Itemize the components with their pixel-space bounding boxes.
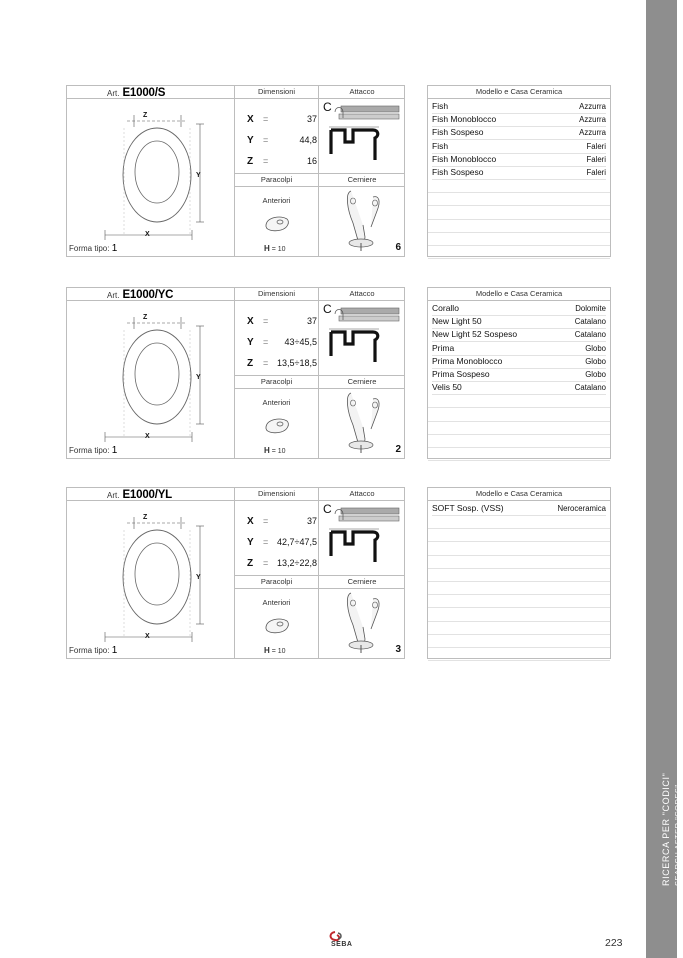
dimension-row: X = 37 <box>247 316 317 327</box>
model-table <box>427 287 611 459</box>
model-name: Prima Monoblocco <box>432 355 503 366</box>
model-row <box>432 153 606 167</box>
seat-shape-drawing <box>97 512 227 642</box>
dim-label-y: Y <box>196 172 201 179</box>
model-name: Corallo <box>432 303 459 313</box>
h-value: H = 10 <box>264 646 286 655</box>
model-row <box>432 502 606 516</box>
empty-row-line <box>428 434 610 435</box>
model-name: Fish Monoblocco <box>432 153 497 164</box>
dim-label-x: X <box>145 633 150 640</box>
empty-row-line <box>428 447 610 448</box>
h-value: H = 10 <box>264 244 286 253</box>
card-divider <box>234 173 404 174</box>
attacco-drawing <box>329 304 405 368</box>
bumper-icon <box>263 212 291 234</box>
model-table <box>427 487 611 659</box>
model-name: Fish <box>432 140 449 151</box>
model-row <box>432 381 606 395</box>
cerniere-hinge-icon <box>329 391 405 457</box>
dimension-row: Y = 44,8 <box>247 135 317 146</box>
paracolpi-anteriori: Anteriori <box>262 196 291 205</box>
empty-row-line <box>428 660 610 661</box>
empty-row-line <box>428 541 610 542</box>
header-cerniere: Cerniere <box>347 175 377 184</box>
model-brand: Globo <box>585 343 606 353</box>
page-number: 223 <box>605 937 623 949</box>
model-name: Prima Sospeso <box>432 369 490 379</box>
header-dimensioni: Dimensioni <box>257 489 296 498</box>
model-row <box>432 126 606 140</box>
empty-row-line <box>428 245 610 246</box>
paracolpi-anteriori: Anteriori <box>262 398 291 407</box>
model-brand: Catalano <box>574 383 606 393</box>
header-cerniere: Cerniere <box>347 377 377 386</box>
model-name: New Light 50 <box>432 316 482 327</box>
empty-row-line <box>428 607 610 608</box>
card-divider <box>234 588 404 589</box>
product-card <box>66 287 405 459</box>
model-row <box>432 166 606 180</box>
card-divider <box>234 388 404 389</box>
model-row <box>432 315 606 329</box>
card-divider <box>234 288 235 458</box>
empty-row-line <box>428 581 610 582</box>
forma-tipo: Forma tipo: 1 <box>69 645 118 656</box>
seat-shape-drawing <box>97 110 227 240</box>
card-divider <box>234 575 404 576</box>
forma-tipo: Forma tipo: 1 <box>69 445 118 456</box>
dimension-row: Z = 13,2÷22,8 <box>247 558 317 569</box>
header-dimensioni: Dimensioni <box>257 289 296 298</box>
dimension-row: Y = 43÷45,5 <box>247 337 317 348</box>
sidebar-label <box>661 773 683 886</box>
empty-row-line <box>428 594 610 595</box>
article-code: Art. E1000/YC <box>107 289 174 301</box>
model-table-header: Modello e Casa Ceramica <box>428 86 610 99</box>
empty-row-line <box>428 568 610 569</box>
attacco-letter: C <box>323 100 332 114</box>
model-brand: Faleri <box>586 168 606 177</box>
model-table-header: Modello e Casa Ceramica <box>428 488 610 501</box>
dimension-row: X = 37 <box>247 114 317 125</box>
cerniere-hinge-icon <box>329 591 405 657</box>
header-cerniere: Cerniere <box>347 577 377 586</box>
model-brand: Catalano <box>574 330 606 340</box>
empty-row-line <box>428 258 610 259</box>
model-name: Fish Sospeso <box>432 167 484 177</box>
model-row <box>432 342 606 356</box>
empty-row-line <box>428 205 610 206</box>
model-row <box>432 140 606 154</box>
dimension-row: X = 37 <box>247 516 317 527</box>
sidebar-label-en: SEARCH AFTER "CODES" <box>673 784 682 886</box>
model-name: Prima <box>432 342 455 353</box>
model-name: Fish <box>432 101 449 111</box>
model-brand: Globo <box>585 370 606 379</box>
seat-shape-drawing <box>97 312 227 442</box>
empty-row-line <box>428 528 610 529</box>
header-attacco: Attacco <box>349 489 375 498</box>
header-dimensioni: Dimensioni <box>257 87 296 96</box>
empty-row-line <box>428 555 610 556</box>
empty-row-line <box>428 192 610 193</box>
sidebar-label-it: RICERCA PER "CODICI" <box>661 772 671 886</box>
empty-row-line <box>428 634 610 635</box>
card-divider <box>318 86 319 256</box>
model-name: SOFT Sosp. (VSS) <box>432 503 504 513</box>
product-card <box>66 487 405 659</box>
logo-text: SEBA <box>331 941 353 948</box>
dim-label-z: Z <box>143 314 148 321</box>
model-brand: Faleri <box>586 141 606 151</box>
header-attacco: Attacco <box>349 87 375 96</box>
dim-label-x: X <box>145 433 150 440</box>
card-divider <box>318 288 319 458</box>
attacco-letter: C <box>323 502 332 516</box>
cerniere-hinge-icon <box>329 189 405 255</box>
dim-label-x: X <box>145 231 150 238</box>
dimension-row: Y = 42,7÷47,5 <box>247 537 317 548</box>
header-paracolpi: Paracolpi <box>260 175 293 184</box>
model-brand: Globo <box>585 356 606 366</box>
card-divider <box>318 488 319 658</box>
dim-label-y: Y <box>196 374 201 381</box>
model-brand: Azzurra <box>579 102 606 111</box>
empty-row-line <box>428 647 610 648</box>
dimension-row: Z = 16 <box>247 156 317 167</box>
empty-row-line <box>428 407 610 408</box>
dim-label-y: Y <box>196 574 201 581</box>
model-row <box>432 302 606 316</box>
model-brand: Faleri <box>586 154 606 164</box>
header-paracolpi: Paracolpi <box>260 377 293 386</box>
hinge-number: 3 <box>395 644 401 655</box>
model-brand: Neroceramica <box>557 504 606 513</box>
model-name: Fish Monoblocco <box>432 114 497 125</box>
model-row <box>432 113 606 127</box>
empty-row-line <box>428 460 610 461</box>
paracolpi-anteriori: Anteriori <box>262 598 291 607</box>
empty-row-line <box>428 232 610 233</box>
hinge-number: 2 <box>395 444 401 455</box>
hinge-number: 6 <box>395 242 401 253</box>
dim-label-z: Z <box>143 112 148 119</box>
dim-label-z: Z <box>143 514 148 521</box>
attacco-drawing <box>329 102 405 166</box>
bumper-icon <box>263 414 291 436</box>
header-paracolpi: Paracolpi <box>260 577 293 586</box>
bumper-icon <box>263 614 291 636</box>
model-row <box>432 368 606 382</box>
model-table-header: Modello e Casa Ceramica <box>428 288 610 301</box>
article-code: Art. E1000/YL <box>107 489 172 501</box>
empty-row-line <box>428 621 610 622</box>
model-row <box>432 328 606 342</box>
model-brand: Catalano <box>574 317 606 327</box>
attacco-drawing <box>329 504 405 568</box>
empty-row-line <box>428 219 610 220</box>
model-brand: Azzurra <box>579 128 606 138</box>
card-divider <box>234 488 235 658</box>
card-divider <box>234 186 404 187</box>
product-card <box>66 85 405 257</box>
empty-row-line <box>428 421 610 422</box>
header-attacco: Attacco <box>349 289 375 298</box>
dimension-row: Z = 13,5÷18,5 <box>247 358 317 369</box>
model-table <box>427 85 611 257</box>
forma-tipo: Forma tipo: 1 <box>69 243 118 254</box>
model-name: Velis 50 <box>432 382 462 393</box>
card-divider <box>234 375 404 376</box>
model-row <box>432 355 606 369</box>
card-divider <box>234 86 235 256</box>
model-name: Fish Sospeso <box>432 127 484 138</box>
h-value: H = 10 <box>264 446 286 455</box>
model-row <box>432 100 606 114</box>
attacco-letter: C <box>323 302 332 316</box>
article-code: Art. E1000/S <box>107 87 166 99</box>
model-name: New Light 52 Sospeso <box>432 329 518 340</box>
model-brand: Dolomite <box>575 304 606 313</box>
model-brand: Azzurra <box>579 115 606 125</box>
